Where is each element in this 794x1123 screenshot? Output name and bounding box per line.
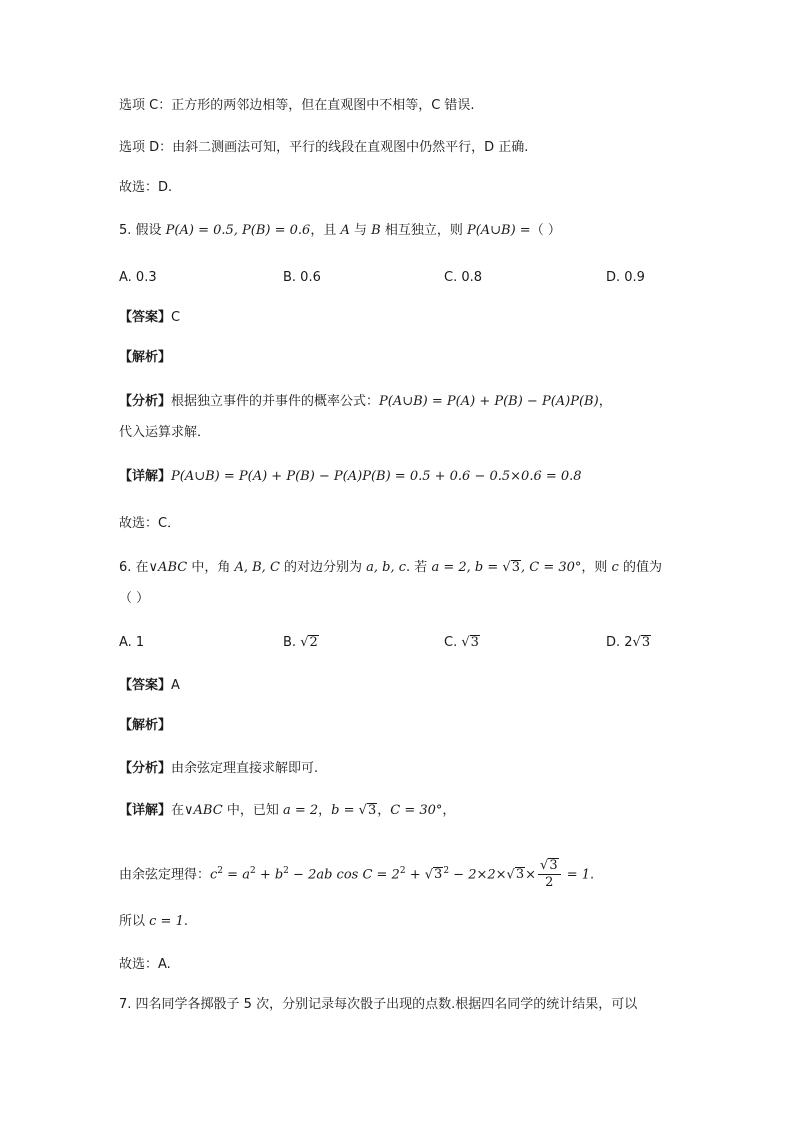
q5-answer: 【答案】C — [119, 310, 181, 325]
line-option-c: 选项 C：正方形的两邻边相等，但在直观图中不相等，C 错误. — [119, 98, 475, 113]
q5-analysis-line2: 代入运算求解． — [119, 425, 211, 440]
q6-detail: 【详解】在∨ABC 中，已知 a = 2，b = √3，C = 30°， — [119, 803, 456, 818]
q5-analysis: 【分析】根据独立事件的并事件的概率公式：P(A∪B) = P(A) + P(B) − P(A)P(B)， — [119, 394, 612, 409]
q5-option-b: B. 0.6 — [283, 270, 321, 285]
q6-analysis: 【分析】由余弦定理直接求解即可. — [119, 761, 319, 776]
q6-option-a: A. 1 — [119, 635, 145, 650]
q5-option-d: D. 0.9 — [606, 270, 645, 285]
q6-cosine-law: 由余弦定理得：$c^2 = a^2 + b^2 - 2ab$ $\cos C = 2^2 + √3^2 - 2\times 2\times√3\times$ $\frac{√3}{2}$ = 1. — [119, 858, 595, 891]
q6-option-b: B. √2 — [283, 635, 318, 650]
q6-paren: （ ） — [119, 591, 150, 606]
q6-conclusion: 所以 c = 1. — [119, 914, 188, 929]
q6-jiexi: 【解析】 — [119, 718, 172, 733]
q6-stem: 6. 在∨ABC 中，角 A, B, C 的对边分别为 a, b, c. 若 a = 2, b = √3, C = 30°，则 c 的值为 — [119, 560, 662, 575]
q6-option-d: D. 2√3 — [606, 635, 651, 650]
q5-option-c: C. 0.8 — [444, 270, 483, 285]
line-choose-d: 故选：D. — [119, 180, 173, 195]
q6-answer: 【答案】A — [119, 678, 180, 693]
q7-stem: 7. 四名同学各掷骰子 5 次，分别记录每次骰子出现的点数.根据四名同学的统计结果，可以 — [119, 997, 638, 1012]
q5-jiexi: 【解析】 — [119, 350, 172, 365]
q5-option-a: A. 0.3 — [119, 270, 157, 285]
q6-choose: 故选：A. — [119, 957, 171, 972]
q5-stem: 5. 假设 P(A) = 0.5, P(B) = 0.6，且 A 与 B 相互独立，则 P(A∪B) =（ ） — [119, 223, 561, 238]
q5-detail: 【详解】P(A∪B) = P(A) + P(B) − P(A)P(B) = 0.5 + 0.6 − 0.5×0.6 = 0.8 — [119, 469, 582, 484]
q5-choose: 故选：C． — [119, 516, 181, 531]
fraction-sqrt3-over-2: $\frac{√3}{2}$ — [538, 858, 561, 891]
q6-option-c: C. √3 — [444, 635, 479, 650]
line-option-d: 选项 D：由斜二测画法可知，平行的线段在直观图中仍然平行，D 正确. — [119, 140, 529, 155]
